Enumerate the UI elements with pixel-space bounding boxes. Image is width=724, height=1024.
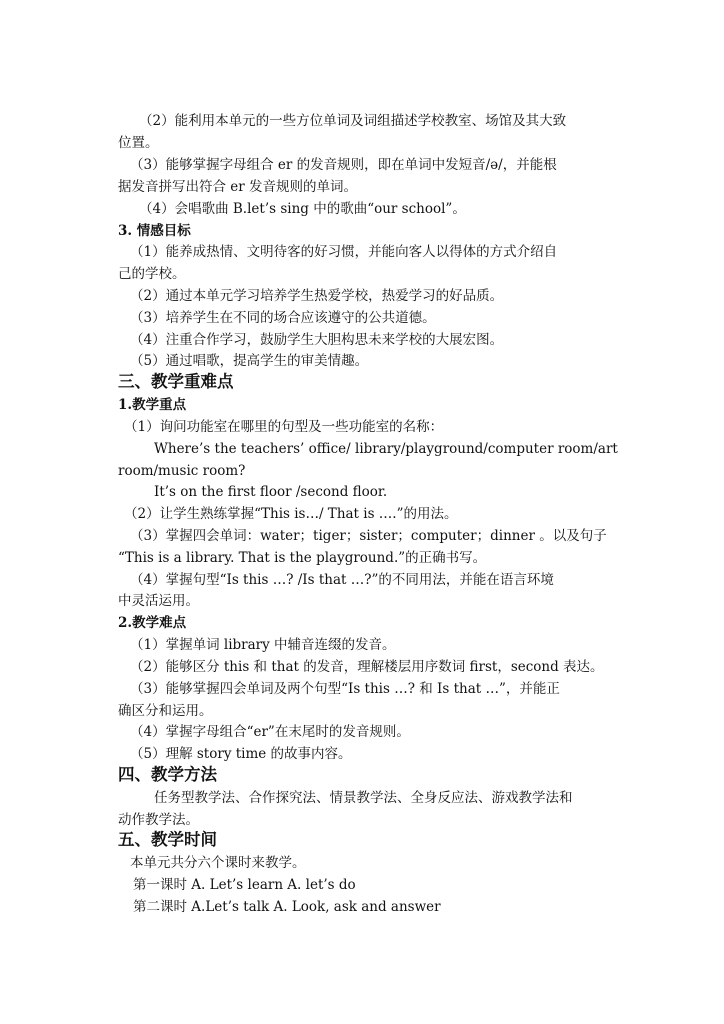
difficult-item-4: （4）掌握字母组合“er”在末尾时的发音规则。 [130, 724, 410, 740]
heading-key-points: 1.教学重点 [118, 397, 187, 413]
difficult-item-2: （2）能够区分 this 和 that 的发音，理解楼层用序数词 first，second 表达。 [130, 659, 604, 675]
key-item-1-sentence-line2: room/music room? [118, 463, 246, 479]
heading-emotion-goals: 3. 情感目标 [118, 223, 191, 239]
difficult-item-3-line1: （3）能够掌握四会单词及两个句型“Is this …? 和 Is that …”，并能正 [130, 681, 560, 697]
section-3-title: 三、教学重难点 [118, 372, 234, 391]
skill-item-3-line1: （3）能够掌握字母组合 er 的发音规则，即在单词中发短音/ə/，并能根 [130, 157, 557, 173]
key-item-3-line2: “This is a library. That is the playground.”的正确书写。 [118, 550, 487, 566]
difficult-item-1: （1）掌握单词 library 中辅音连缀的发音。 [130, 637, 396, 653]
section-5-title: 五、教学时间 [118, 830, 217, 849]
emotion-item-4: （4）注重合作学习，鼓励学生大胆构思未来学校的大展宏图。 [130, 332, 504, 348]
section-4-title: 四、教学方法 [118, 765, 217, 784]
emotion-item-1-line2: 己的学校。 [118, 266, 186, 282]
emotion-item-5: （5）通过唱歌，提高学生的审美情趣。 [130, 353, 369, 369]
skill-item-4: （4）会唱歌曲 B.let’s sing 中的歌曲“our school”。 [139, 201, 466, 217]
key-item-1: （1）询问功能室在哪里的句型及一些功能室的名称： [124, 419, 444, 435]
difficult-item-3-line2: 确区分和运用。 [118, 703, 213, 719]
lesson-2: 第二课时 A.Let’s talk A. Look, ask and answer [133, 899, 441, 915]
skill-item-3-line2: 据发音拼写出符合 er 发音规则的单词。 [118, 179, 358, 195]
key-item-2: （2）让学生熟练掌握“This is…/ That is ….”的用法。 [124, 506, 458, 522]
heading-difficult-points: 2.教学难点 [118, 615, 187, 631]
time-intro: 本单元共分六个课时来教学。 [130, 855, 306, 871]
difficult-item-5: （5）理解 story time 的故事内容。 [130, 746, 352, 762]
emotion-item-1-line1: （1）能养成热情、文明待客的好习惯，并能向客人以得体的方式介绍自 [130, 244, 558, 260]
key-item-3-line1: （3）掌握四会单词：water；tiger；sister；computer；dinner 。以及句子 [130, 528, 607, 544]
methods-line2: 动作教学法。 [118, 812, 199, 828]
key-item-4-line2: 中灵活运用。 [118, 593, 199, 609]
skill-item-2-line1: （2）能利用本单元的一些方位单词及词组描述学校教室、场馆及其大致 [139, 113, 567, 129]
key-item-1-answer: It’s on the first floor /second floor. [154, 484, 388, 500]
emotion-item-3: （3）培养学生在不同的场合应该遵守的公共道德。 [130, 310, 436, 326]
methods-line1: 任务型教学法、合作探究法、情景教学法、全身反应法、游戏教学法和 [154, 790, 573, 806]
key-item-4-line1: （4）掌握句型“Is this …? /Is that …?”的不同用法，并能在语言环境 [130, 572, 554, 588]
skill-item-2-line2: 位置。 [118, 135, 159, 151]
emotion-item-2: （2）通过本单元学习培养学生热爱学校，热爱学习的好品质。 [130, 288, 504, 304]
lesson-1: 第一课时 A. Let’s learn A. let’s do [133, 877, 356, 893]
key-item-1-sentence-line1: Where’s the teachers’ office/ library/playground/computer room/art [154, 441, 618, 457]
